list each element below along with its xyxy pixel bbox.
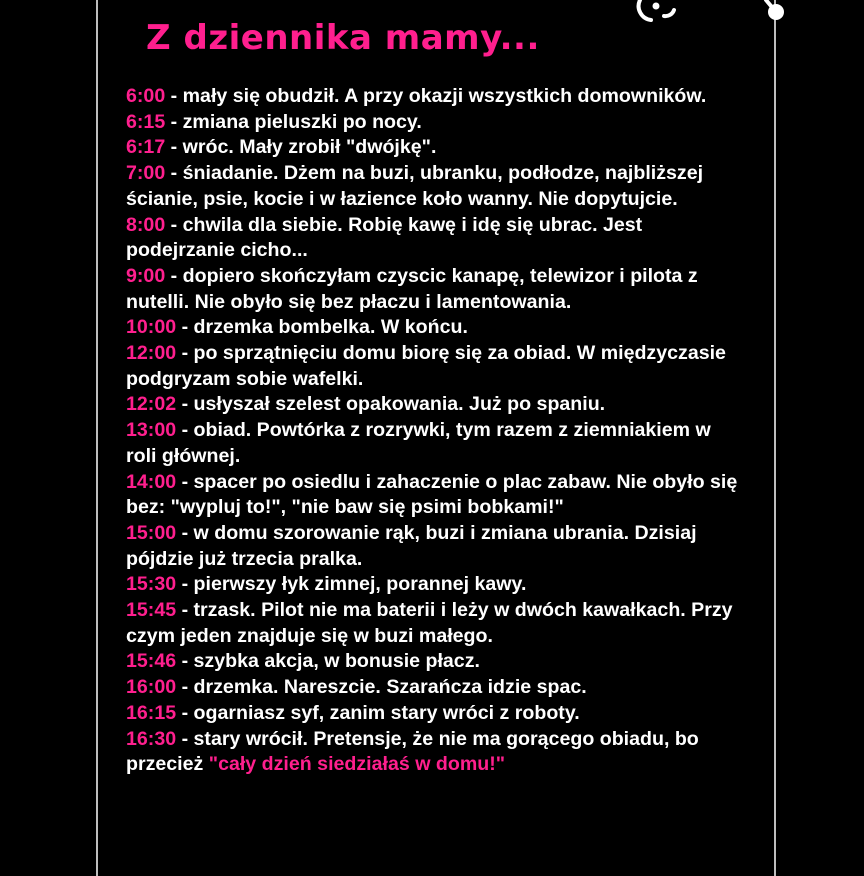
entry-text: - obiad. Powtórka z rozrywki, tym razem z ziemniakiem w roli głównej. — [126, 419, 711, 467]
entry-text: - drzemka bombelka. W końcu. — [176, 316, 468, 339]
entry-time: 16:15 — [126, 701, 177, 724]
entry-text: - usłyszał szelest opakowania. Już po spaniu. — [176, 393, 606, 416]
entry-text: - śniadanie. Dżem na buzi, ubranku, podłodze, najbliższej ścianie, psie, kocie i w łazience koło wanny. Nie dopytujcie. — [126, 162, 704, 210]
diary-entry — [126, 341, 746, 392]
diary-entry — [126, 213, 746, 264]
entry-time: 12:00 — [126, 342, 177, 365]
entry-text: - drzemka. Nareszcie. Szarańcza idzie spac. — [176, 676, 587, 699]
entry-time: 9:00 — [126, 264, 166, 287]
entry-text: - mały się obudził. A przy okazji wszystkich domowników. — [165, 85, 707, 107]
diary-entry — [126, 392, 746, 418]
entry-time: 15:00 — [126, 521, 177, 544]
diary-entry — [126, 315, 746, 341]
entry-time: 7:00 — [126, 162, 166, 185]
diary-entry — [126, 84, 746, 110]
entry-time: 13:00 — [126, 419, 177, 442]
diary-entry — [126, 110, 746, 136]
entry-text: - w domu szorowanie rąk, buzi i zmiana ubrania. Dzisiaj pójdzie już trzecia pralka. — [126, 521, 697, 570]
share-icon[interactable] — [766, 0, 782, 18]
entry-text: - spacer po osiedlu i zahaczenie o plac zabaw. Nie obyło się bez: "wypluj to!", "nie baw się psimi bobkami!" — [126, 470, 738, 519]
entry-text: - wróc. Mały zrobił "dwójkę". — [165, 136, 437, 159]
entry-text: - po sprzątnięciu domu biorę się za obiad. W międzyczasie podgryzam sobie wafelki. — [126, 342, 726, 390]
diary-entry — [126, 418, 746, 469]
entry-text: - chwila dla siebie. Robię kawę i idę się ubrac. Jest podejrzanie cicho... — [126, 213, 643, 262]
diary-entry — [126, 572, 746, 598]
entry-text: - zmiana pieluszki po nocy. — [165, 110, 422, 133]
gallery-icon[interactable] — [639, 0, 674, 20]
entry-time: 15:30 — [126, 573, 177, 596]
entry-time: 6:17 — [126, 136, 166, 159]
entry-time: 10:00 — [126, 316, 177, 339]
entry-time: 16:00 — [126, 676, 177, 699]
entry-quote: "cały dzień siedziałaś w domu!" — [208, 753, 506, 776]
entry-time: 12:02 — [126, 393, 177, 416]
diary-entry — [126, 264, 746, 315]
entry-time: 16:30 — [126, 727, 177, 750]
entry-time: 8:00 — [126, 213, 166, 236]
entry-time: 6:15 — [126, 110, 166, 133]
entry-time: 15:45 — [126, 599, 177, 622]
diary-entry — [126, 470, 746, 521]
page-title: Z dziennika mamy... — [146, 18, 540, 58]
entry-text: - pierwszy łyk zimnej, porannej kawy. — [176, 573, 527, 596]
entry-time: 15:46 — [126, 650, 177, 673]
entry-text: - trzask. Pilot nie ma baterii i leży w dwóch kawałkach. Przy czym jeden znajduje się w buzi małego. — [126, 599, 733, 647]
corner-icons — [604, 0, 864, 30]
diary-entry — [126, 727, 746, 778]
entry-text: - stary wrócił. Pretensje, że nie ma gorącego obiadu, bo przecież — [126, 727, 699, 776]
entry-text: - szybka akcja, w bonusie płacz. — [176, 650, 480, 673]
diary-entry — [126, 161, 746, 212]
diary-entry — [126, 701, 746, 727]
entry-text: - ogarniasz syf, zanim stary wróci z roboty. — [176, 701, 580, 724]
entry-time: 6:00 — [126, 85, 166, 107]
diary-entry — [126, 675, 746, 701]
diary-entries — [126, 84, 746, 778]
diary-entry — [126, 135, 746, 161]
entry-time: 14:00 — [126, 470, 177, 493]
diary-entry — [126, 521, 746, 572]
diary-entry — [126, 649, 746, 675]
diary-entry — [126, 598, 746, 649]
entry-text: - dopiero skończyłam czyscic kanapę, telewizor i pilota z nutelli. Nie obyło się bez płaczu i lamentowania. — [126, 264, 698, 313]
